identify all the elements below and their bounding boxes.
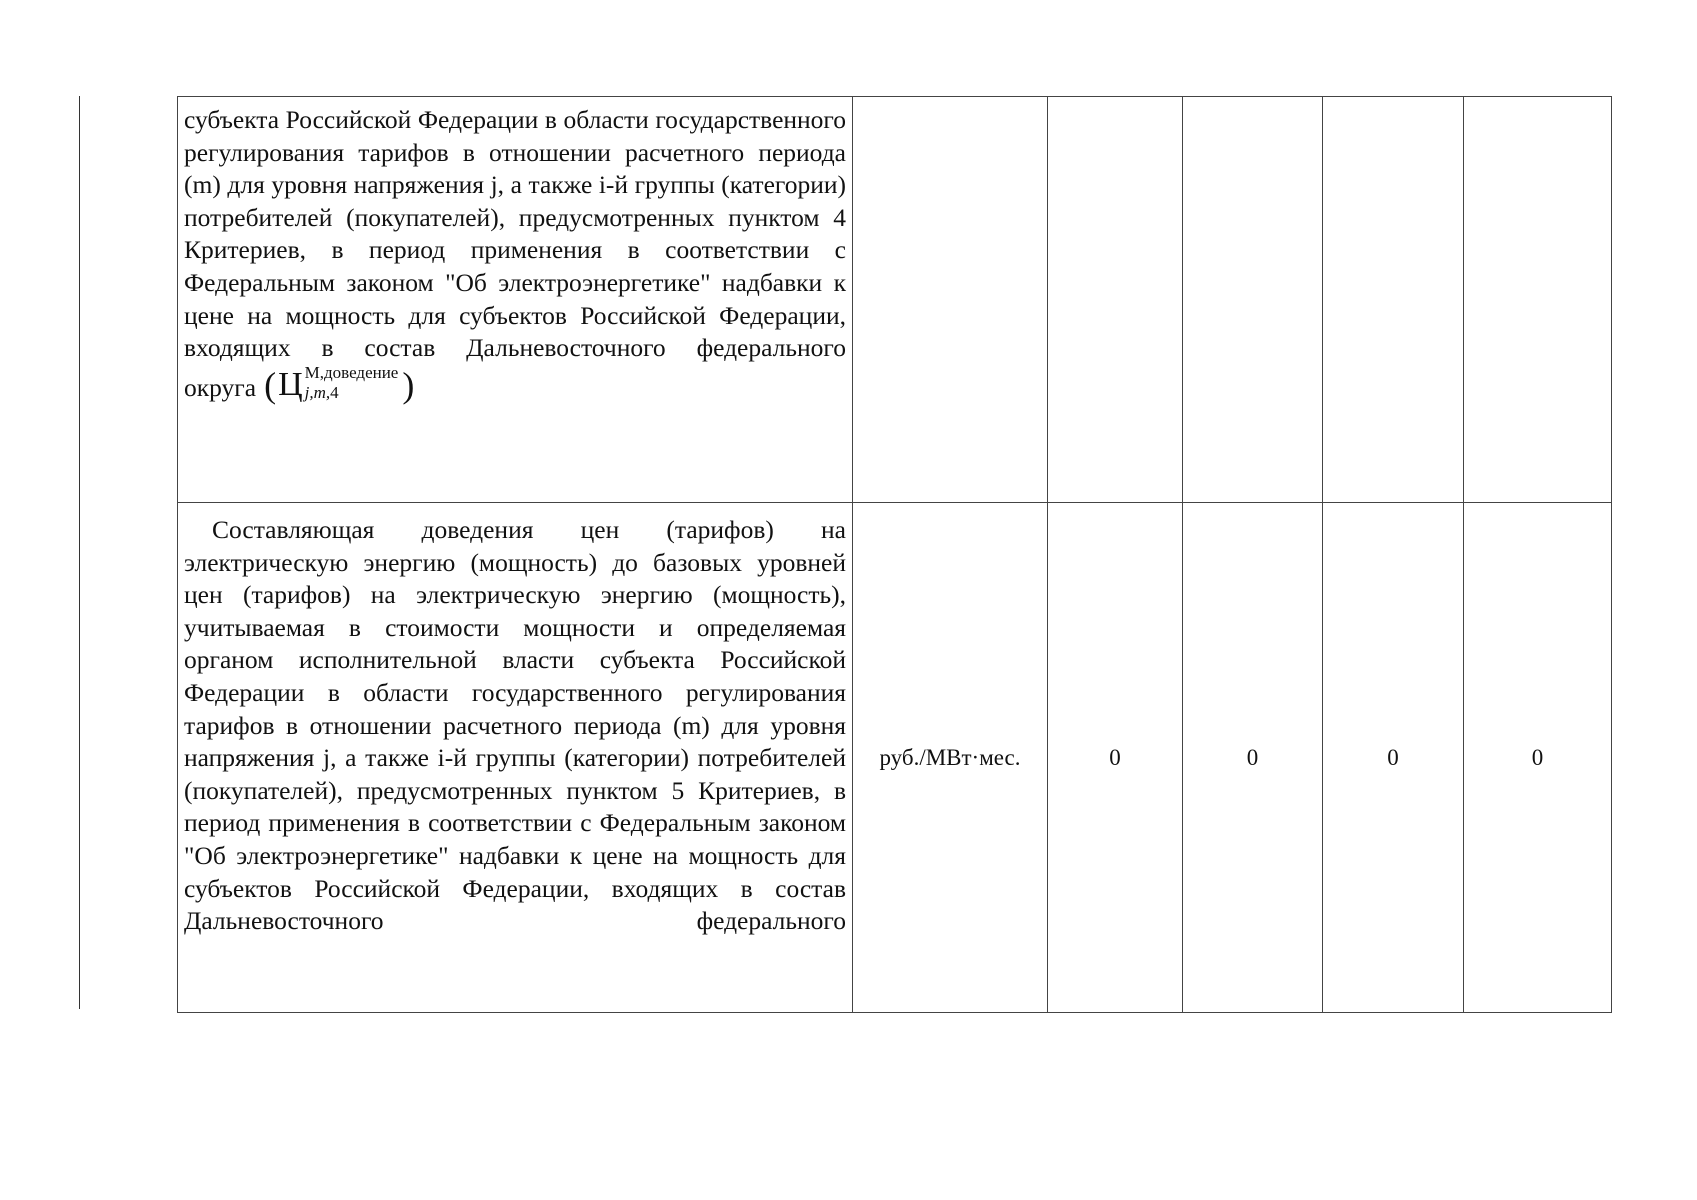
price-formula	[264, 362, 415, 405]
description-text: субъекта Российской Федерации в области государственного регулирования тарифов в отношении расчетного периода (m) для уровня напряжения j, а также i-й группы (категории) потребителей (покупателей), предусмотренных пунктом 4 Критериев, в период применения в соответствии с Федеральным законом "Об электроэнергетике" надбавки к цене на мощность для субъектов Российской Федерации, входящих в состав Дальневосточного федерального	[184, 105, 846, 363]
formula-scripts	[305, 363, 399, 403]
formula-line	[184, 362, 846, 405]
page-margin-line	[79, 96, 80, 1009]
formula-superscript: М,доведение	[304, 362, 399, 382]
description-last-word: округа	[184, 373, 257, 403]
description-cell	[178, 503, 853, 1013]
formula-subscript-tail: 4	[330, 382, 339, 402]
tariff-table	[177, 96, 1612, 1013]
unit-cell: руб./МВт·мес.	[853, 503, 1048, 1013]
formula-subscript	[305, 383, 399, 403]
value-cell: 0	[1323, 503, 1464, 1013]
value-cell: 0	[1464, 503, 1612, 1013]
value-cell	[1183, 97, 1323, 503]
formula-close-paren: )	[402, 364, 415, 405]
value-cell: 0	[1183, 503, 1323, 1013]
formula-open-paren: (	[264, 364, 277, 405]
value-cell	[1464, 97, 1612, 503]
unit-cell	[853, 97, 1048, 503]
value-cell	[1323, 97, 1464, 503]
value-cell	[1048, 97, 1183, 503]
table-row	[178, 503, 1612, 1013]
table-row	[178, 97, 1612, 503]
description-text: Составляющая доведения цен (тарифов) на электрическую энергию (мощность) до базовых уровней цен (тарифов) на электрическую энергию (мощность), учитываемая в стоимости мощности и определяемая органом исполнительной власти субъекта Российской Федерации в области государственного регулирования тарифов в отношении расчетного периода (m) для уровня напряжения j, а также i-й группы (категории) потребителей (покупателей), предусмотренных пунктом 5 Критериев, в период применения в соответствии с Федеральным законом "Об электроэнергетике" надбавки к цене на мощность для субъектов Российской Федерации, входящих в состав Дальневосточного федерального	[184, 515, 846, 936]
formula-base-symbol: Ц	[278, 365, 303, 403]
formula-subscript-italic: j,m,	[304, 382, 331, 402]
description-cell	[178, 97, 853, 503]
value-cell: 0	[1048, 503, 1183, 1013]
